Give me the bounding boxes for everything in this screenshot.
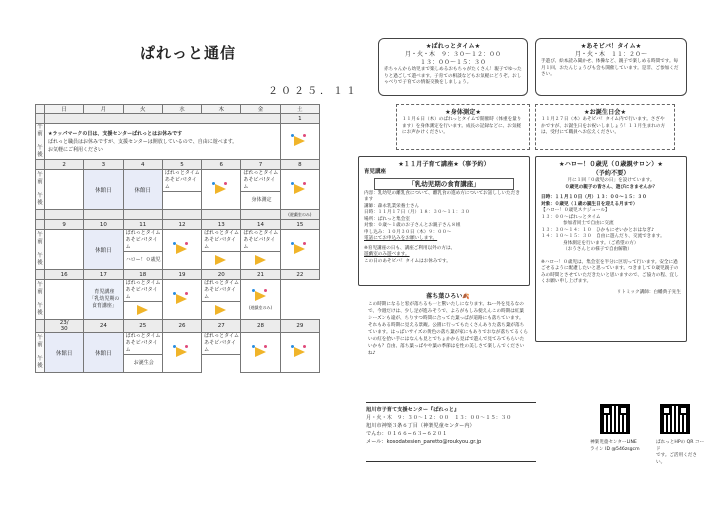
day-8: 8 (280, 160, 319, 170)
notice-line-3: お気軽にご利用ください (48, 146, 104, 153)
palette-time-title: ★ぱれっとタイム★ (425, 43, 481, 50)
weekday-tue: 火 (123, 105, 162, 114)
trumpet-icon (173, 345, 191, 359)
asobiba-time-title: ★あそビバ！タイム★ (580, 43, 642, 50)
weekday-sat: 土 (280, 105, 319, 114)
closed-day: 休館日 (123, 170, 162, 210)
event-cell: ぱれっとタイム あそビバ!タイム (123, 230, 162, 252)
trumpet-icon (173, 242, 191, 256)
event-cell: ぱれっとタイム あそビバ!タイム (162, 170, 201, 192)
trumpet-icon (134, 303, 152, 317)
event-cell: お誕生会 (123, 355, 162, 373)
weekday-thu: 木 (202, 105, 241, 114)
day-28: 28 (241, 320, 280, 333)
weekday-fri: 金 (241, 105, 280, 114)
asobiba-time-box: ★あそビバ！タイム★ 月・火・木 １１：２０〜 手遊び、絵本読み聞かせ、体操など、親子で楽しめる時間です。毎月１回、おたんじょうびも会も開催しています。是非、ご参加ください。 (535, 38, 687, 96)
qr-line[interactable] (600, 404, 630, 434)
day-1: 1 (280, 114, 319, 124)
trumpet-icon (291, 134, 309, 148)
day-3: 3 (84, 160, 123, 170)
day-14: 14 (241, 220, 280, 230)
closed-day: 休館日 (84, 170, 123, 210)
event-cell: ハロー！０歳児 (123, 252, 162, 270)
closed-day: 休館日 (84, 333, 123, 373)
day-29: 29 (280, 320, 319, 333)
falling-leaves-section: 落ち葉ひろい🍂 この時期になると窓が落ちるも一と驚いたしになります。ねー外を見るなので、今週だけは、少し足が進みそうで、よろがもしみ使えんこの時期は紅葉シーズンも遠が、ちりすつ時間に合ってた葉っぱが道路にも落ちています。それもある時期に見える景観。公園に行ってもたくさんありた落ち葉が落ちています。はっぱいサイズの黄色の落ち葉が家にもありでおなが落ちてるくらいの紅を拾い手にはなんも見とでちょかから見ぱで遊んで見てみてもらいたいかも？自由、落ち葉っぱやや葉の季節はを性の美しさて楽しんでくださいね♪ (368, 293, 529, 356)
closed-day: 休館日 (84, 230, 123, 270)
day-9: 9 (45, 220, 84, 230)
qr-homepage[interactable] (660, 404, 690, 434)
trumpet-icon (291, 345, 309, 359)
day-12: 12 (162, 220, 201, 230)
day-15: 15 (280, 220, 319, 230)
falling-leaves-title: 落ち葉ひろい🍂 (426, 293, 470, 300)
day-26: 26 (162, 320, 201, 333)
calendar-notice (45, 124, 281, 160)
page-title: ぱれっと通信 (140, 44, 237, 62)
event-cell: ぱれっとタイム あそビバ!タイム (202, 280, 241, 302)
day-18: 18 (123, 270, 162, 280)
hello-zero-box: ★ハロー！０歳児（０歳親サロン）★ （予約不要） 月に１回「０歳児の日」を設けています。 ０歳児の親子の皆さん、遊びにきませんか？ 日時：１１月１０日（月）１３：００〜１５：３０ 対象：０歳児（１歳の誕生日を迎える月まで） 【ハロー！０歳児スケジュール】 １３：００〜ぱれっとタイム 参加者同士で自由に交流 １３：３０〜１４：１０ ひかもにせいかとおはなぎ♪ １４：１０〜１５：３０ 自由に遊んだり、交流できます。 身体測定を行います。（ご希望の方） （おうさんとの様子で自由解散） ※ハロー！０歳児は、集会室を半分に区切って行います。安全に過ごせるように配慮したいと思っています。つきまして０歳児親子のみの時間とさせていただきたいと思いますので、ご協力の程、宜しくお願い申し上げます。 リトミック講師：白幡典子先生 (535, 156, 687, 342)
day-2: 2 (45, 160, 84, 170)
event-cell: ぱれっとタイム あそビバ!タイム (123, 333, 162, 355)
day-23-30: 23/ 30 (45, 320, 84, 333)
day-24: 24 (84, 320, 123, 333)
trumpet-icon (212, 182, 230, 196)
birthday-box: ★お誕生日会★ １１月２７日（木）あそビバ！タイム内で行います。さざやかですが、お誕生日をお祝いしましょう！１１月生まれの方は、受付にて職員へお伝えください。 (535, 104, 675, 150)
trumpet-icon (252, 345, 270, 359)
trumpet-icon (212, 303, 230, 317)
playroom-only-label: (遊戯室のみ) (280, 210, 319, 220)
trumpet-icon (252, 253, 270, 267)
notice-line-2: ぱれっと職員はお休みですが、支援センターは開放しているので、自由に遊べます。 (48, 138, 238, 145)
day-25: 25 (123, 320, 162, 333)
event-cell: ぱれっとタイム あそビバ!タイム (241, 230, 280, 252)
weekday-wed: 水 (162, 105, 201, 114)
trumpet-icon (173, 292, 191, 306)
closed-day: 休館日 (45, 333, 84, 373)
event-cell: ぱれっとタイム あそビバ!タイム (202, 230, 241, 252)
lecture-box: ★１１月子育て講座★（事予約） 育児講座 「乳幼児期の食育講座」 内容：乳幼児の離乳食について、離乳食の進め方についてお話ししいただきます 講師：森永乳業栄養士さん 日時：１１月１７日（月）１８：３０〜１１：３０ 場所：ぱれっと集会室 対象：０歳〜１歳のお子さんとお親子さん８組 申し込み：１０月３０日（木）９：００〜 電話にてお申込みをお願いします。 ※育児講座の日も、講座ご利用以外の方は、 遊戯室のみ遊べます。 この日のあそビバ！タイムはお休みです。 (358, 156, 530, 286)
qr-code-icon[interactable] (600, 404, 630, 434)
lecture-cell: 育児講座 「乳幼児期の 食育講座」 (84, 280, 123, 320)
playroom-only-label: (遊戯室のみ) (248, 304, 273, 310)
calendar-table: 日 月 火 水 木 金 土 1 午前 午後 ★ラッパマークの日は、支援センターぱれっとはお休みです ぱれっと職員はお休みですが、支援センターは開放しているので、自由に遊べます。 お気軽にご利用ください 2 3 4 5 6 7 8 午前 午後 休館日 休館日 ぱれっとタイム あそビバ!タイム ぱれっとタイム あそビバ!タイム 身体測定 (遊戯室のみ) 9 10 11 12 13 14 15 午前 午後 休館日 ぱれっとタイム あそビバ!タイム ぱれっとタイム あそビバ!タイム ぱれっとタイム あそビバ!タイム ハロー！０歳児 16 17 18 19 20 21 22 午前 午後 育児講座 「乳幼児期の 食育講座」 ぱれっとタイム あそビバ!タイム ぱれっとタイム あそビバ!タイム (遊戯室のみ) 23/ 30 24 25 26 27 28 29 午前 午後 休館日 休館日 ぱれっとタイム あそビバ!タイム ぱれっとタイム あそビバ!タイム お誕生会 (35, 104, 320, 373)
trumpet-icon (252, 289, 270, 303)
day-13: 13 (202, 220, 241, 230)
contact-info: 旭川市子育て支援センター『ぱれっと』 月・火・木 ９：３０〜１２：００ １３：００〜１５：３０ 旭川市神楽３条６丁目（神楽児童センター内） でんわ：０１６６−６３−６２０１ メール：kosodatesien_paretto@roukyou.gr.jp (366, 402, 536, 462)
day-19: 19 (162, 270, 201, 280)
weekday-sun: 日 (45, 105, 84, 114)
trumpet-icon (212, 253, 230, 267)
month-label: ２０２５．１１ (268, 86, 359, 97)
qr-line-caption: 神楽児童センターLINE ライン ID @546zsgcm (590, 440, 640, 452)
day-20: 20 (202, 270, 241, 280)
day-16: 16 (45, 270, 84, 280)
notice-line-1: ★ラッパマークの日は、支援センターぱれっとはお休みです (48, 130, 183, 137)
day-27: 27 (202, 320, 241, 333)
day-10: 10 (84, 220, 123, 230)
weekday-mon: 月 (84, 105, 123, 114)
day-7: 7 (241, 160, 280, 170)
qr-homepage-caption: ぱれっとHPの QR コード です。ご活用ください。 (656, 440, 705, 465)
day-11: 11 (123, 220, 162, 230)
day-22: 22 (280, 270, 319, 280)
trumpet-icon (291, 182, 309, 196)
event-cell: ぱれっとタイム あそビバ!タイム (123, 280, 162, 302)
day-4: 4 (123, 160, 162, 170)
palette-time-box: ★ぱれっとタイム★ 月・火・木 ９：３０〜１２：００ １３：００〜１５：３０ 赤ちゃんから幼児まで楽しめるおもちゃがたくさん！親子でゆったりと過ごして遊べます。子育ての相談などもお気軽にどうぞ。おしゃべりで子育ての情報交換をしましょう。 (378, 38, 528, 96)
day-5: 5 (162, 160, 201, 170)
body-measure-box: ★身体測定★ １１月６日（木）のぱれっとタイムで開催時（体重を量ります）を身体測定を行います。成長の記録などに、お気軽にお声かけください。 (396, 104, 530, 150)
event-cell: ぱれっとタイム あそビバ!タイム (241, 170, 280, 192)
day-21: 21 (241, 270, 280, 280)
event-cell: ぱれっとタイム あそビバ!タイム (202, 333, 241, 355)
day-17: 17 (84, 270, 123, 280)
day-6: 6 (202, 160, 241, 170)
event-cell: 身体測定 (241, 192, 280, 210)
trumpet-icon (291, 242, 309, 256)
qr-code-icon[interactable] (660, 404, 690, 434)
